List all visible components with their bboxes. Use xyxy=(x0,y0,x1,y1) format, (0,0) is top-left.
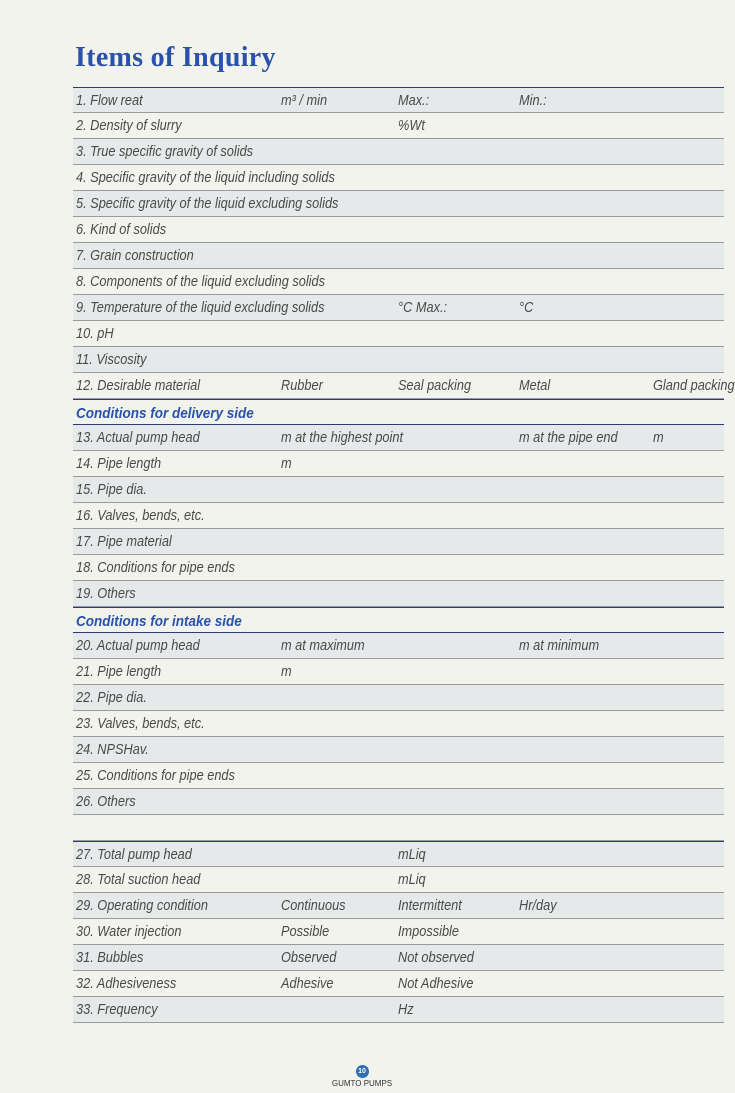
row-label: 18. Conditions for pipe ends xyxy=(76,560,235,576)
inquiry-row xyxy=(73,971,724,997)
row-field: Possible xyxy=(281,924,330,940)
row-label: 21. Pipe length xyxy=(76,664,162,680)
row-label: 3. True specific gravity of solids xyxy=(76,144,254,160)
inquiry-row xyxy=(73,217,724,243)
row-label: 30. Water injection xyxy=(76,924,182,940)
row-label: 10. pH xyxy=(76,326,114,342)
row-label: 15. Pipe dia. xyxy=(76,482,147,498)
inquiry-row xyxy=(73,243,724,269)
inquiry-row xyxy=(73,347,724,373)
inquiry-row xyxy=(73,789,724,815)
inquiry-row xyxy=(73,737,724,763)
inquiry-row xyxy=(73,451,724,477)
row-field: Adhesive xyxy=(281,976,334,992)
row-field: Min.: xyxy=(519,93,547,109)
row-field: °C Max.: xyxy=(398,300,448,316)
row-label: 14. Pipe length xyxy=(76,456,162,472)
inquiry-row xyxy=(73,87,724,113)
row-field: m xyxy=(281,456,292,472)
row-label: 6. Kind of solids xyxy=(76,222,167,238)
row-label: 12. Desirable material xyxy=(76,378,201,394)
inquiry-row xyxy=(73,321,724,347)
row-label: 17. Pipe material xyxy=(76,534,172,550)
row-field: m³ / min xyxy=(281,93,328,109)
row-label: 29. Operating condition xyxy=(76,898,208,914)
row-field: Impossible xyxy=(398,924,459,940)
brand-name: GUMTO PUMPS xyxy=(331,1079,393,1088)
row-field: Max.: xyxy=(398,93,430,109)
row-label: 13. Actual pump head xyxy=(76,430,200,446)
row-field: Gland packing xyxy=(653,378,735,394)
page-title: Items of Inquiry xyxy=(75,42,276,73)
row-field: m at the highest point xyxy=(281,430,404,446)
row-field: Intermittent xyxy=(398,898,462,914)
row-field: m at the pipe end xyxy=(519,430,618,446)
delivery-section-heading xyxy=(73,399,724,425)
row-label: 16. Valves, bends, etc. xyxy=(76,508,205,524)
inquiry-row xyxy=(73,555,724,581)
row-field: %Wt xyxy=(398,118,425,134)
row-field: Not observed xyxy=(398,950,474,966)
page-footer xyxy=(0,1060,724,1088)
row-label: 31. Bubbles xyxy=(76,950,144,966)
inquiry-row xyxy=(73,841,724,867)
row-label: 7. Grain construction xyxy=(76,248,194,264)
inquiry-row xyxy=(73,295,724,321)
inquiry-row xyxy=(73,919,724,945)
row-field: Hz xyxy=(398,1002,414,1018)
inquiry-row xyxy=(73,633,724,659)
row-label: 33. Frequency xyxy=(76,1002,158,1018)
delivery-heading-label: Conditions for delivery side xyxy=(76,405,254,422)
delivery-items-section xyxy=(73,425,724,607)
inquiry-row xyxy=(73,945,724,971)
row-field: m xyxy=(653,430,664,446)
row-label: 27. Total pump head xyxy=(76,847,192,863)
row-label: 24. NPSHav. xyxy=(76,742,149,758)
row-field: Not Adhesive xyxy=(398,976,474,992)
spacer-row xyxy=(73,815,724,841)
row-label: 23. Valves, bends, etc. xyxy=(76,716,205,732)
row-label: 1. Flow reat xyxy=(76,93,143,109)
row-label: 4. Specific gravity of the liquid including solids xyxy=(76,170,335,186)
intake-items-section xyxy=(73,633,724,815)
row-label: 2. Density of slurry xyxy=(76,118,182,134)
row-label: 20. Actual pump head xyxy=(76,638,200,654)
row-field: Rubber xyxy=(281,378,323,394)
inquiry-row xyxy=(73,373,735,399)
inquiry-row xyxy=(73,503,724,529)
final-items-section xyxy=(73,841,724,1023)
inquiry-row xyxy=(73,997,724,1023)
row-field: Continuous xyxy=(281,898,346,914)
row-label: 11. Viscosity xyxy=(76,352,147,368)
general-items-section xyxy=(73,87,735,399)
inquiry-row xyxy=(73,191,724,217)
row-field: m xyxy=(281,664,292,680)
inquiry-row xyxy=(73,893,724,919)
inquiry-row xyxy=(73,477,724,503)
row-label: 26. Others xyxy=(76,794,136,810)
inquiry-row xyxy=(73,425,724,451)
row-field: Seal packing xyxy=(398,378,472,394)
row-label: 25. Conditions for pipe ends xyxy=(76,768,235,784)
row-label: 9. Temperature of the liquid excluding solids xyxy=(76,300,325,316)
row-field: Metal xyxy=(519,378,551,394)
row-field: m at maximum xyxy=(281,638,365,654)
inquiry-row xyxy=(73,269,724,295)
inquiry-row xyxy=(73,659,724,685)
row-field: Observed xyxy=(281,950,337,966)
row-field: m at minimum xyxy=(519,638,600,654)
inquiry-row xyxy=(73,113,724,139)
inquiry-row xyxy=(73,139,724,165)
row-field: mLiq xyxy=(398,847,426,863)
row-label: 32. Adhesiveness xyxy=(76,976,177,992)
row-label: 5. Specific gravity of the liquid excluding solids xyxy=(76,196,339,212)
row-label: 19. Others xyxy=(76,586,136,602)
row-label: 28. Total suction head xyxy=(76,872,201,888)
row-label: 8. Components of the liquid excluding solids xyxy=(76,274,325,290)
inquiry-row xyxy=(73,867,724,893)
inquiry-row xyxy=(73,581,724,607)
inquiry-row xyxy=(73,685,724,711)
row-field: °C xyxy=(519,300,534,316)
row-label: 22. Pipe dia. xyxy=(76,690,147,706)
inquiry-row xyxy=(73,529,724,555)
intake-section-heading xyxy=(73,607,724,633)
inquiry-row xyxy=(73,711,724,737)
inquiry-table xyxy=(73,87,735,1023)
row-field: Hr/day xyxy=(519,898,557,914)
row-field: mLiq xyxy=(398,872,426,888)
intake-heading-label: Conditions for intake side xyxy=(76,613,242,630)
page-number-badge: 10 xyxy=(356,1065,369,1078)
inquiry-row xyxy=(73,763,724,789)
inquiry-row xyxy=(73,165,724,191)
